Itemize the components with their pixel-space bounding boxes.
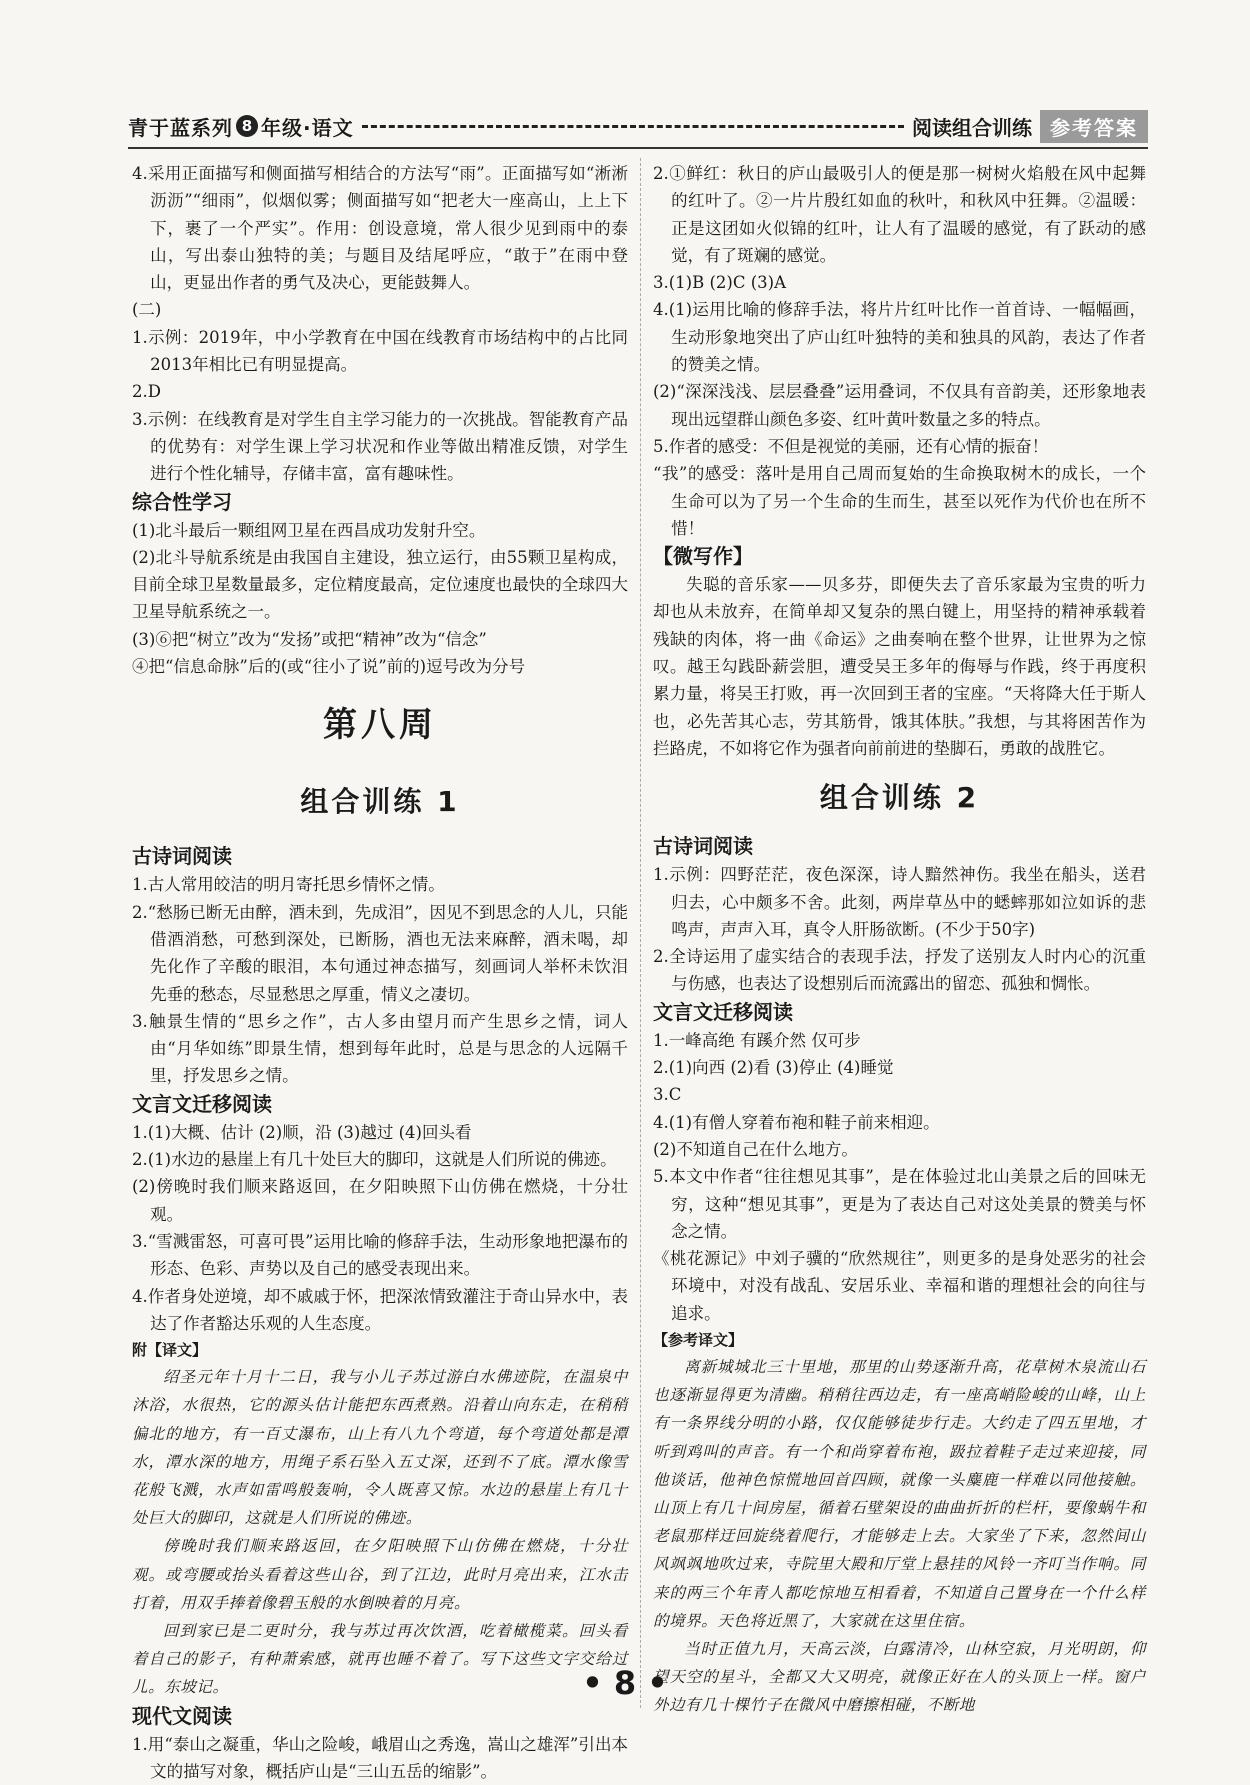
comprehensive-1: (1)北斗最后一颗组网卫星在西昌成功发射升空。 <box>132 520 486 540</box>
translation-para: 回到家已是二更时分，我与苏过再次饮酒，吃着橄榄菜。回头看着自己的影子，有种萧索感，就再也睡不着了。写下这些文字交给过儿。东坡记。 <box>132 1621 628 1697</box>
week-title: 第八周 <box>323 705 437 746</box>
grade-badge: 8 <box>236 115 258 137</box>
answer-4: 4.采用正面描写和侧面描写相结合的方法写“雨”。正面描写如“淅淅沥沥”“细雨”，似烟似雾；侧面描写如“把老大一座高山，上上下下，裹了一个严实”。作用：创设意境，常人很少见到雨中的泰山，写出泰山独特的美；与题目及结尾呼应，“敢于”在雨中登山，更显出作者的勇气及决心，更能鼓舞人。 <box>132 164 628 293</box>
comprehensive-4: ④把“信息命脉”后的(或“往小了说”前的)逗号改为分号 <box>132 657 526 677</box>
modern-answer-4b: (2)“深深浅浅、层层叠叠”运用叠词，不仅具有音韵美，还形象地表现出远望群山颜色多姿、红叶黄叶数量之多的特点。 <box>653 382 1146 429</box>
right-column <box>653 160 1146 1720</box>
classical-answer-4b: (2)不知道自己在什么地方。 <box>653 1139 858 1159</box>
combo-title: 组合训练 1 <box>300 785 460 819</box>
answer-3: 3.示例：在线教育是对学生自主学习能力的一次挑战。智能教育产品的优势有：对学生课上学习状况和作业等做出精准反馈，对学生进行个性化辅导，存储丰富，富有趣味性。 <box>132 409 628 484</box>
modern-answers <box>132 1731 628 1785</box>
answer-1: 1.示例：2019年，中小学教育在中国在线教育市场结构中的占比同2013年相比已有明显提高。 <box>132 327 628 375</box>
series-name: 青于蓝系列 <box>128 115 233 140</box>
poetry-answer-2: 2.全诗运用了虚实结合的表现手法，抒发了送别友人时内心的沉重与伤感，也表达了设想别后而流露出的留恋、孤独和惆怅。 <box>653 947 1146 994</box>
combo-title: 组合训练 2 <box>819 781 980 815</box>
modern-answer-3: 3.(1)B (2)C (3)A <box>653 273 787 293</box>
poetry-answer-3: 3.触景生情的“思乡之作”，古人多由望月而产生思乡之情，词人由“月华如练”即景生情，想到每年此时，总是与思念的人远隔千里，抒发思乡之情。 <box>132 1011 628 1086</box>
translation-para: 绍圣元年十月十二日，我与小儿子苏过游白水佛迹院，在温泉中沐浴，水很热，它的源头估计能把东西煮熟。沿着山向东走，在稍稍偏北的地方，有一百丈瀑布，山上有八九个弯道，每个弯道处都是潭水，潭水深的地方，用绳子系石坠入五丈深，还到不了底。潭水像雪花般飞溅，水声如雷鸣般轰响，令人既喜又惊。水边的悬崖上有几十处巨大的脚印，这就是人们所说的佛迹。 <box>132 1368 628 1528</box>
poetry-answer-2: 2.“愁肠已断无由醉，酒未到，先成泪”，因见不到思念的人儿，只能借酒消愁，可愁到深处，已断肠，酒也无法来麻醉，酒未喝，却先化作了辛酸的眼泪，本句通过神态描写，刻画词人举杯未饮泪先垂的愁态，尽显愁思之厚重，情义之凄切。 <box>132 902 628 1004</box>
classical-answer-3: 3.“雪溅雷怒，可喜可畏”运用比喻的修辞手法，生动形象地把瀑布的形态、色彩、声势以及自己的感受表现出来。 <box>132 1231 628 1279</box>
classical-answer-4: 4.(1)有僧人穿着布袍和鞋子前来相迎。 <box>653 1112 940 1132</box>
poetry-answers <box>653 861 1146 997</box>
poetry-answer-1: 1.古人常用皎洁的明月寄托思乡情怀之情。 <box>132 875 445 895</box>
modern-answer-5: 5.作者的感受：不但是视觉的美丽，还有心情的振奋！ <box>653 436 1049 456</box>
column-divider <box>640 158 641 1708</box>
classical-answer-2: 2.(1)向西 (2)看 (3)停止 (4)睡觉 <box>653 1058 894 1078</box>
poetry-answers <box>132 871 628 1089</box>
classical-answer-1: 1.(1)大概、估计 (2)顺，沿 (3)越过 (4)回头看 <box>132 1122 472 1142</box>
translation-para: 当时正值九月，天高云淡，白露清冷，山林空寂，月光明朗，仰望天空的星斗，全都又大又明亮，就像正好在人的头顶上一样。窗户外边有几十棵竹子在微风中磨擦相碰，不断地 <box>653 1640 1146 1715</box>
translation-label: 【参考译文】 <box>653 1330 744 1349</box>
micro-writing: 失聪的音乐家——贝多芬，即便失去了音乐家最为宝贵的听力却也从未放弃，在简单却又复杂的黑白键上，用坚持的精神承载着残缺的肉体，将一曲《命运》之曲奏响在整个世界，让世界为之惊叹。越王勾践卧薪尝胆，遭受吴王多年的侮辱与作践，终于再度积累力量，将吴王打败，再一次回到王者的宝座。“天将降大任于斯人也，必先苦其心志，劳其筋骨，饿其体肤。”我想，与其将困苦作为拦路虎，不如将它作为强者向前前进的垫脚石，勇敢的战胜它。 <box>653 575 1146 758</box>
header-dash <box>362 125 904 128</box>
classical-answer-2b: (2)傍晚时我们顺来路返回，在夕阳映照下山仿佛在燃烧，十分壮观。 <box>132 1177 628 1224</box>
modern-answer-5b: “我”的感受：落叶是用自己周而复始的生命换取树木的成长，一个生命可以为了另一个生命的生而生，甚至以死作为代价也在所不惜！ <box>653 464 1146 538</box>
section-heading: 综合性学习 <box>132 489 232 514</box>
answer-2: 2.D <box>132 382 161 402</box>
answers-part-b <box>132 324 628 488</box>
classical-answer-4: 4.作者身处逆境，却不戚戚于怀，把深浓情致灌注于奇山异水中，表达了作者豁达乐观的人生态度。 <box>132 1286 628 1333</box>
section-label: 阅读组合训练 <box>912 115 1032 140</box>
modern-answers-cont <box>653 160 1146 542</box>
classical-answer-2: 2.(1)水边的悬崖上有几十处巨大的脚印，这就是人们所说的佛迹。 <box>132 1150 617 1170</box>
classical-answers <box>653 1027 1146 1327</box>
modern-answer-1: 1.用“泰山之凝重，华山之险峻，峨眉山之秀逸，嵩山之雄浑”引出本文的描写对象，概括庐山是“三山五岳的缩影”。 <box>132 1734 628 1781</box>
comprehensive-3: (3)⑥把“树立”改为“发扬”或把“精神”改为“信念” <box>132 629 487 649</box>
section-heading: 文言文迁移阅读 <box>653 999 793 1024</box>
poetry-answer-1: 1.示例：四野茫茫，夜色深深，诗人黯然神伤。我坐在船头，送君归去，心中颇多不舍。此刻，两岸草丛中的蟋蟀那如泣如诉的悲鸣声，声声入耳，真令人肝肠欲断。(不少于50字) <box>653 865 1146 939</box>
section-heading: 【微写作】 <box>653 544 753 569</box>
translation-para: 离新城城北三十里地，那里的山势逐渐升高，花草树木泉流山石也逐渐显得更为清幽。稍稍往西边走，有一座高峭险峻的山峰，山上有一条界线分明的小路，仅仅能够徒步行走。大约走了四五里地，才听到鸡叫的声音。有一个和尚穿着布袍，趿拉着鞋子走过来迎接，同他谈话，他神色惊慌地回首四顾，就像一头麋鹿一样难以同他接触。山顶上有几十间房屋，循着石壁架设的曲曲折折的栏杆，要像蜗牛和老鼠那样迂回旋绕着爬行，才能够走上去。大家坐了下来，忽然间山风飒飒地吹过来，寺院里大殿和厅堂上悬挂的风铃一齐叮当作响。同来的两三个年青人都吃惊地互相看着，不知道自己置身在一个什么样的境界。天色将近黑了，大家就在这里住宿。 <box>653 1357 1146 1630</box>
modern-answer-4: 4.(1)运用比喻的修辞手法，将片片红叶比作一首首诗、一幅幅画，生动形象地突出了庐山红叶独特的美和独具的风韵，表达了作者的赞美之情。 <box>653 300 1146 375</box>
classical-answer-1: 1.一峰高绝 有蹊介然 仅可步 <box>653 1030 861 1050</box>
modern-answer-2: 2.①鲜红：秋日的庐山最吸引人的便是那一树树火焰般在风中起舞的红叶了。②一片片殷红如血的秋叶，和秋风中狂舞。②温暖：正是这团如火似锦的红叶，让人有了温暖的感觉，有了跃动的感觉，有了斑斓的感觉。 <box>653 164 1146 265</box>
translation-text <box>132 1363 628 1701</box>
subsection-label: (二) <box>132 300 162 320</box>
header-rule <box>128 147 1148 149</box>
translation-para: 傍晚时我们顺来路返回，在夕阳映照下山仿佛在燃烧，十分壮观。或弯腰或抬头看着这些山谷，到了江边，此时月亮出来，江水击打着，用双手捧着像碧玉般的水倒映着的月亮。 <box>132 1537 628 1612</box>
page-header <box>128 110 1148 142</box>
classical-answer-5: 5.本文中作者“往往想见其事”，是在体验过北山美景之后的回味无穷，这种“想见其事”，更是为了表达自己对这处美景的赞美与怀念之情。 <box>653 1167 1146 1241</box>
subject-label: 年级·语文 <box>261 115 354 140</box>
section-heading: 现代文阅读 <box>132 1703 232 1728</box>
classical-answer-3: 3.C <box>653 1085 682 1105</box>
classical-answers <box>132 1119 628 1337</box>
page-number: • 8 • <box>582 1664 668 1702</box>
left-column <box>132 160 628 1785</box>
section-heading: 古诗词阅读 <box>653 834 753 859</box>
section-heading: 古诗词阅读 <box>132 844 232 869</box>
classical-answer-5b: 《桃花源记》中刘子骥的“欣然规往”，则更多的是身处恶劣的社会环境中，对没有战乱、安居乐业、幸福和谐的理想社会的向往与追求。 <box>653 1249 1146 1323</box>
section-heading: 文言文迁移阅读 <box>132 1091 272 1116</box>
answers-part-a <box>132 160 628 296</box>
translation-label: 附【译文】 <box>132 1341 208 1360</box>
answer-tag: 参考答案 <box>1040 110 1148 143</box>
comprehensive-2: (2)北斗导航系统是由我国自主建设，独立运行，由55颗卫星构成，目前全球卫星数量最多，定位精度最高，定位速度也最快的全球四大卫星导航系统之一。 <box>132 547 628 622</box>
